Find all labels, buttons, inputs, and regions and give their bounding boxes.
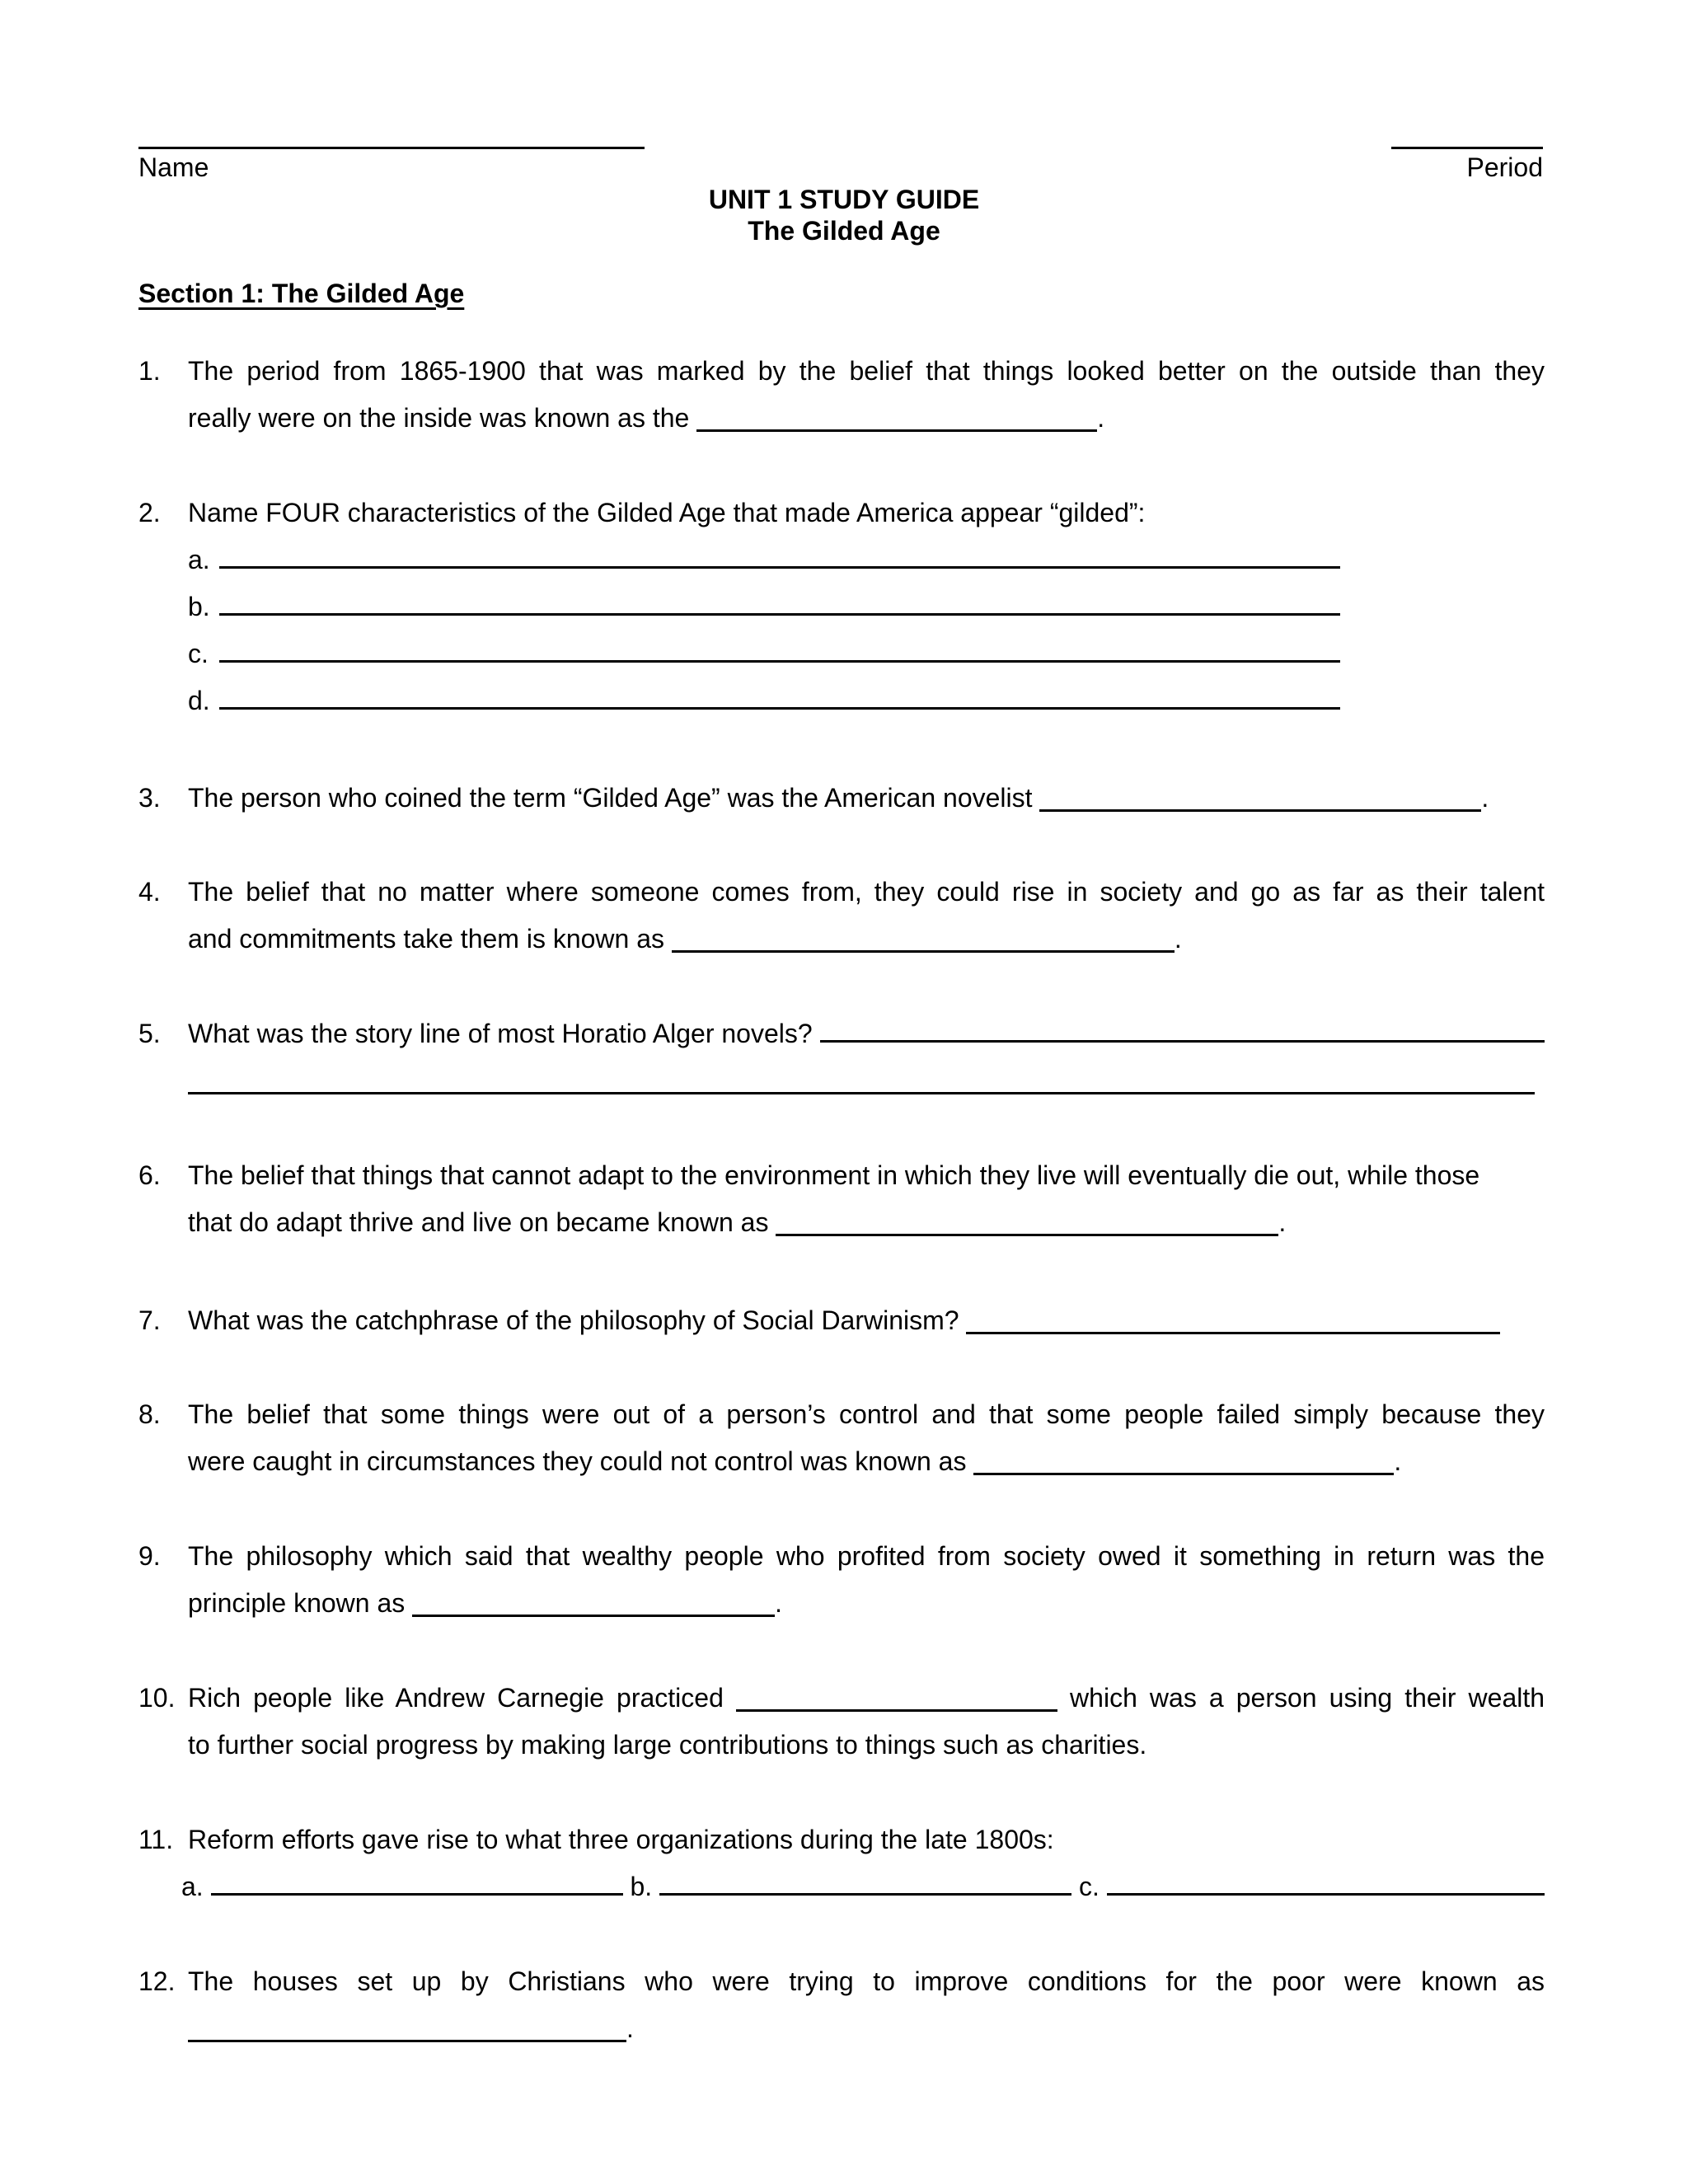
period-mark: . [775, 1588, 783, 1618]
answer-blank[interactable] [820, 1010, 1545, 1043]
question-text-cont: and commitments take them is known as [188, 924, 665, 954]
question-text: Rich people like Andrew Carnegie practiced [188, 1683, 724, 1713]
period-mark: . [1097, 403, 1105, 433]
answer-blank[interactable] [736, 1680, 1057, 1712]
sub-answer-row [181, 1863, 1545, 1910]
question-text-cont: were caught in circumstances they could not control was known as [188, 1446, 967, 1476]
question-11 [138, 1816, 1545, 1910]
answer-blank[interactable] [776, 1204, 1278, 1236]
question-text: Reform efforts gave rise to what three organizations during the late 1800s: [188, 1825, 1054, 1854]
question-number: 3. [138, 783, 161, 813]
question-1 [138, 348, 1545, 442]
sub-letter: c. [188, 639, 209, 668]
period-label: Period [1466, 152, 1543, 182]
question-9 [138, 1533, 1545, 1627]
question-text: What was the story line of most Horatio Alger novels? [188, 1019, 813, 1048]
question-text-cont: principle known as [188, 1588, 406, 1618]
question-3 [138, 775, 1545, 822]
sub-letter: a. [188, 545, 210, 574]
sub-letter: b. [630, 1872, 653, 1901]
question-text-cont: really were on the inside was known as the [188, 403, 690, 433]
page-subtitle: The Gilded Age [748, 216, 940, 246]
question-number: 4. [138, 877, 161, 907]
answer-blank[interactable] [219, 583, 1340, 616]
answer-blank[interactable] [1039, 780, 1481, 812]
question-number: 7. [138, 1305, 161, 1335]
question-text: The belief that things that cannot adapt to the environment in which they live will eventually die out, while those [188, 1160, 1480, 1190]
answer-blank[interactable] [219, 677, 1340, 710]
answer-blank-b[interactable] [659, 1863, 1071, 1896]
sub-answer-row [188, 677, 1545, 724]
question-number: 9. [138, 1541, 161, 1571]
answer-blank[interactable] [973, 1443, 1394, 1475]
question-number: 2. [138, 498, 161, 527]
sub-letter: a. [181, 1872, 204, 1901]
answer-blank[interactable] [966, 1302, 1500, 1334]
answer-blank[interactable] [188, 2010, 626, 2042]
question-5 [138, 1010, 1545, 1104]
question-text-cont: that do adapt thrive and live on became known as [188, 1207, 769, 1237]
question-7 [138, 1297, 1545, 1344]
question-text: What was the catchphrase of the philosophy of Social Darwinism? [188, 1305, 959, 1335]
question-text: The person who coined the term “Gilded Age” was the American novelist [188, 783, 1033, 813]
question-12 [138, 1958, 1545, 2052]
question-text: The period from 1865-1900 that was marked by the belief that things looked better on the outside than they [188, 356, 1545, 386]
answer-blank[interactable] [696, 400, 1097, 432]
sub-letter: c. [1078, 1872, 1100, 1901]
sub-answer-row [188, 583, 1545, 630]
question-2 [138, 490, 1545, 724]
question-8 [138, 1391, 1545, 1485]
sub-answer-row [188, 630, 1545, 677]
question-number: 11. [138, 1825, 174, 1854]
answer-blank[interactable] [412, 1585, 775, 1617]
answer-blank[interactable] [219, 630, 1340, 663]
period-mark: . [1278, 1207, 1287, 1237]
answer-blank-line-2[interactable] [188, 1062, 1535, 1094]
answer-blank-c[interactable] [1107, 1863, 1545, 1896]
period-mark: . [1481, 783, 1489, 813]
answer-blank[interactable] [219, 537, 1340, 569]
question-10 [138, 1675, 1545, 1769]
answer-blank[interactable] [672, 921, 1175, 953]
question-6 [138, 1152, 1545, 1246]
question-text: The belief that some things were out of a person’s control and that some people failed simply because they [188, 1399, 1545, 1429]
question-number: 8. [138, 1399, 161, 1429]
question-number: 10. [138, 1683, 176, 1713]
sub-letter: d. [188, 686, 210, 715]
name-blank-line[interactable] [138, 147, 645, 149]
question-text: The houses set up by Christians who were trying to improve conditions for the poor were known as [188, 1966, 1545, 1996]
name-label: Name [138, 152, 209, 182]
question-text-mid: which was a person using their wealth [1070, 1683, 1545, 1713]
question-4 [138, 869, 1545, 963]
section-heading: Section 1: The Gilded Age [138, 279, 465, 308]
question-number: 12. [138, 1966, 176, 1996]
question-text-cont: to further social progress by making large contributions to things such as charities. [188, 1730, 1147, 1760]
period-blank-line[interactable] [1391, 147, 1543, 149]
page-title: UNIT 1 STUDY GUIDE [708, 185, 980, 214]
period-mark: . [1394, 1446, 1402, 1476]
question-number: 5. [138, 1019, 161, 1048]
question-text: The belief that no matter where someone comes from, they could rise in society and go as far as their talent [188, 877, 1545, 907]
answer-blank-a[interactable] [211, 1863, 623, 1896]
period-mark: . [1174, 924, 1182, 954]
period-mark: . [626, 2013, 634, 2043]
question-text: Name FOUR characteristics of the Gilded Age that made America appear “gilded”: [188, 498, 1146, 527]
question-number: 6. [138, 1160, 161, 1190]
sub-letter: b. [188, 592, 210, 621]
question-text: The philosophy which said that wealthy people who profited from society owed it something in return was the [188, 1541, 1545, 1571]
question-number: 1. [138, 356, 161, 386]
sub-answer-row [188, 537, 1545, 583]
